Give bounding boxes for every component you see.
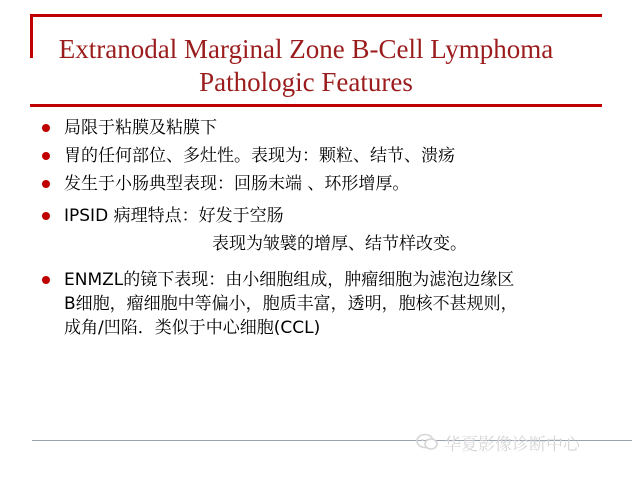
bullet-text-line-2: B细胞，瘤细胞中等偏小，胞质丰富，透明，胞核不甚规则，	[64, 294, 518, 314]
bullet-item	[42, 204, 622, 256]
bullet-text: 发生于小肠典型表现：回肠末端 、环形增厚。	[64, 174, 410, 194]
bullet-list	[42, 116, 622, 340]
watermark	[416, 430, 580, 454]
bullet-dot-icon	[42, 212, 50, 220]
bullet-item	[42, 144, 622, 168]
frame-left-line	[30, 14, 33, 58]
title-underline	[30, 104, 602, 107]
bullet-dot-icon	[42, 276, 50, 284]
bullet-item	[42, 172, 622, 196]
bullet-text-line-3: 成角/凹陷．类似于中心细胞(CCL)	[64, 318, 321, 338]
bullet-item	[42, 268, 622, 340]
chat-bubble-icon	[416, 433, 438, 451]
bullet-text-line-1: ENMZL的镜下表现：由小细胞组成，肿瘤细胞为滤泡边缘区	[64, 270, 515, 290]
title-line-2: Pathologic Features	[199, 67, 413, 97]
bullet-text: 局限于粘膜及粘膜下	[64, 118, 217, 138]
bullet-text: IPSID 病理特点：好发于空肠	[64, 206, 284, 226]
bullet-item	[42, 116, 622, 140]
watermark-text: 华夏影像诊断中心	[444, 434, 580, 455]
bullet-dot-icon	[42, 180, 50, 188]
bullet-dot-icon	[42, 152, 50, 160]
slide-title	[36, 33, 576, 99]
frame-top-line	[30, 14, 602, 17]
bullet-continuation: 表现为皱襞的增厚、结节样改变。	[212, 234, 467, 254]
bullet-text: 胃的任何部位、多灶性。表现为：颗粒、结节、溃疡	[64, 146, 455, 166]
bullet-dot-icon	[42, 124, 50, 132]
title-line-1: Extranodal Marginal Zone B-Cell Lymphoma	[58, 34, 554, 64]
